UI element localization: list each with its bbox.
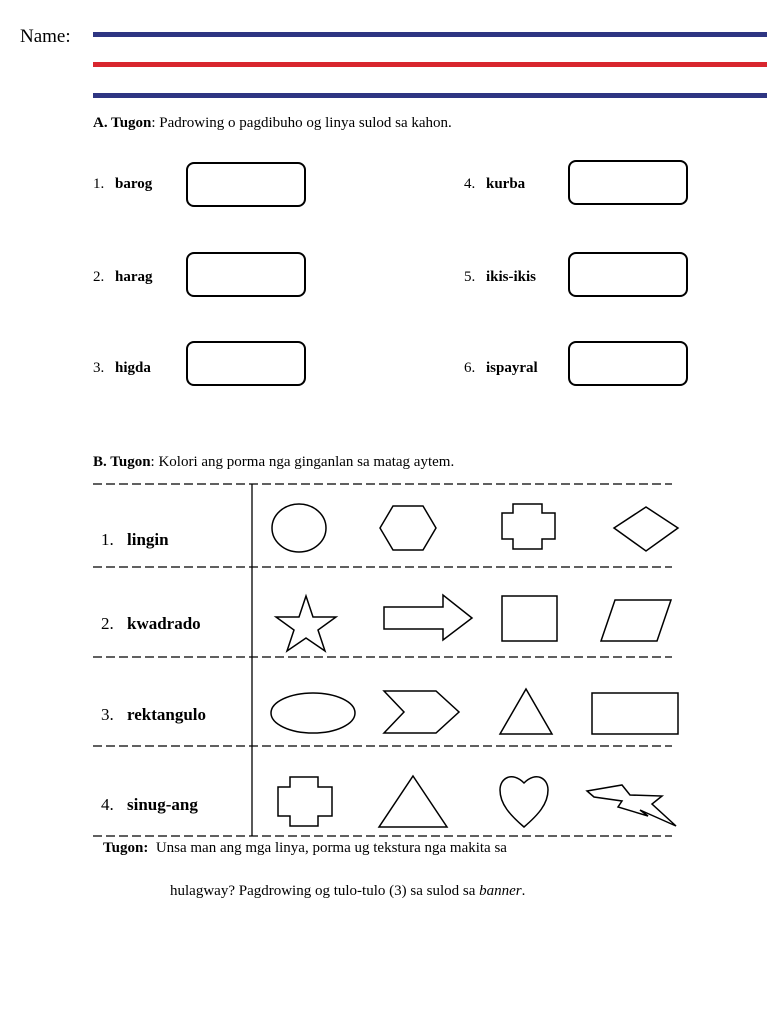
triangle-shape[interactable] xyxy=(379,776,447,827)
diamond-shape[interactable] xyxy=(614,507,678,551)
item-number: 3. xyxy=(93,360,105,376)
item-word: rektangulo xyxy=(127,705,207,724)
item-word: barog xyxy=(115,176,153,192)
section-b-item xyxy=(101,614,201,634)
triangle-shape[interactable] xyxy=(500,689,552,734)
square-shape[interactable] xyxy=(502,596,557,641)
footer-period: . xyxy=(521,883,526,899)
name-label: Name: xyxy=(20,26,71,47)
footer-text-2: hulagway? Pagdrowing og tulo-tulo (3) sa sulod sa xyxy=(170,883,480,899)
cross-shape[interactable] xyxy=(278,777,332,826)
section-b-item xyxy=(101,530,169,550)
arrow-shape[interactable] xyxy=(384,595,472,640)
item-word: ikis-ikis xyxy=(486,269,537,285)
parallelogram-shape[interactable] xyxy=(601,600,671,641)
section-b-item xyxy=(101,795,198,815)
lightning-shape[interactable] xyxy=(587,785,676,826)
item-word: kwadrado xyxy=(127,614,201,633)
footer-line-1 xyxy=(103,840,507,857)
heart-shape[interactable] xyxy=(500,777,548,827)
item-word: ispayral xyxy=(486,360,538,376)
chevron-shape[interactable] xyxy=(384,691,459,733)
star-shape[interactable] xyxy=(276,596,336,651)
oval-shape[interactable] xyxy=(271,693,355,733)
footer-label: Tugon: xyxy=(103,840,149,856)
footer-text-1: Unsa man ang mga linya, porma ug tekstura nga makita sa xyxy=(155,840,507,856)
item-number: 5. xyxy=(464,269,476,285)
section-b-label: B. Tugon xyxy=(93,454,151,470)
item-word: sinug-ang xyxy=(127,795,198,814)
footer-line-2 xyxy=(170,883,525,900)
item-number: 3. xyxy=(101,705,114,724)
item-number: 2. xyxy=(93,269,105,285)
item-word: harag xyxy=(115,269,153,285)
item-number: 4. xyxy=(101,795,114,814)
item-number: 1. xyxy=(93,176,105,192)
footer-banner-word: banner xyxy=(479,883,522,899)
section-b-item xyxy=(101,705,206,725)
section-a-label: A. Tugon xyxy=(93,115,152,131)
cross-shape[interactable] xyxy=(502,504,555,549)
section-a-text: : Padrowing o pagdibuho og linya sulod sa kahon. xyxy=(151,115,452,131)
item-word: lingin xyxy=(127,530,169,549)
item-word: higda xyxy=(115,360,151,376)
item-number: 2. xyxy=(101,614,114,633)
item-number: 4. xyxy=(464,176,476,192)
rectangle-shape[interactable] xyxy=(592,693,678,734)
section-b-text: : Kolori ang porma nga ginganlan sa matag aytem. xyxy=(150,454,455,470)
item-number: 6. xyxy=(464,360,476,376)
item-number: 1. xyxy=(101,530,114,549)
hexagon-shape[interactable] xyxy=(380,506,436,550)
item-word: kurba xyxy=(486,176,526,192)
circle-shape[interactable] xyxy=(272,504,326,552)
